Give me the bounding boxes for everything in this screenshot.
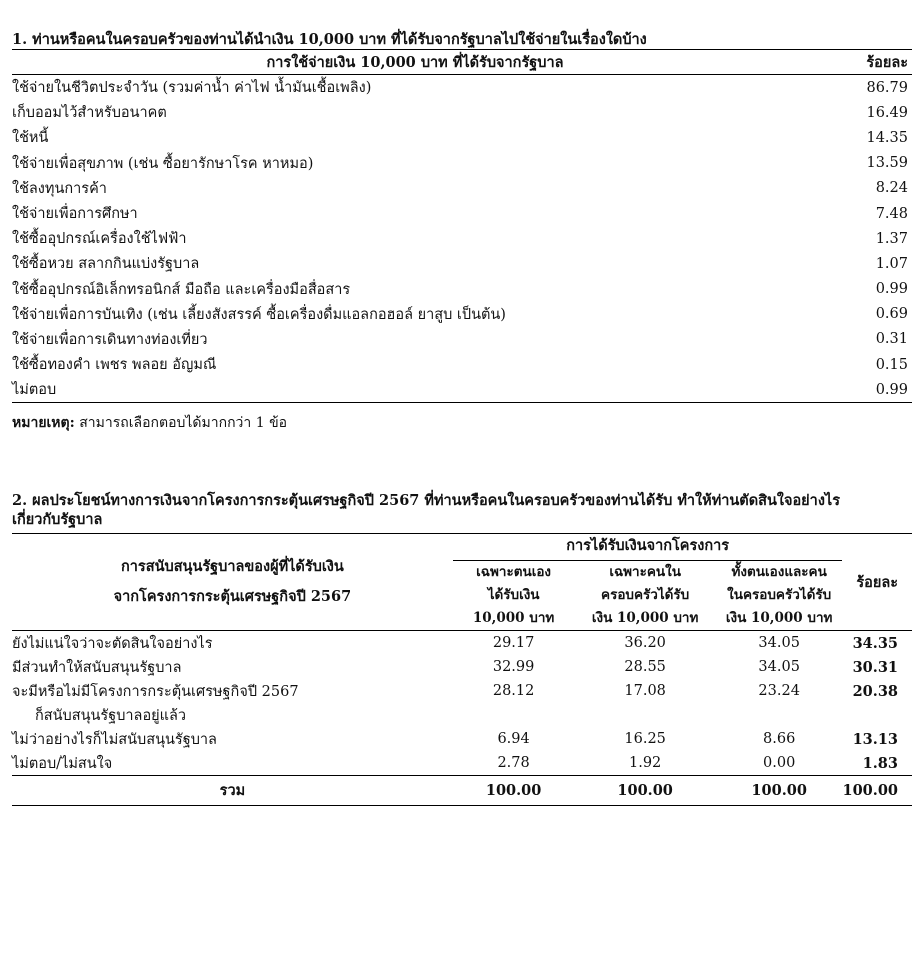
table-row [12,327,912,352]
row-label: ใช้จ่ายในชีวิตประจำวัน (รวมค่าน้ำ ค่าไฟ น้ำมันเชื้อเพลิง) [12,80,372,97]
row-pct: 14.35 [866,129,908,146]
q1-note [12,412,912,434]
row-pct: 0.69 [875,306,908,323]
q2-sub-family: เฉพาะคนใน ครอบครัวได้รับ เงิน 10,000 บาท [574,561,715,631]
row-self: 28.12 [492,683,535,700]
row-family: 28.55 [624,659,666,676]
table-row [12,226,912,251]
total-pct: 100.00 [842,782,898,800]
row-self: 2.78 [497,755,530,772]
row-both: 34.05 [758,659,800,676]
row-self: 29.17 [492,635,535,652]
table-row [12,251,912,276]
row-pct: 34.35 [852,634,898,652]
row-family: 36.20 [624,635,666,652]
row-label: เก็บออมไว้สำหรับอนาคต [12,105,167,122]
row-pct: 1.83 [862,754,898,772]
table-row [12,302,912,327]
row-family: 1.92 [629,755,662,772]
row-pct: 30.31 [852,658,898,676]
q1-table [12,50,912,402]
row-label: ใช้ลงทุนการค้า [12,180,107,197]
table-row [12,655,912,679]
q2-title-line2: เกี่ยวกับรัฐบาล [12,511,103,529]
row-both: 34.05 [758,635,800,652]
q2-section [12,491,912,806]
row-pct: 0.15 [875,356,908,373]
row-label: ใช้ซื้ออุปกรณ์เครื่องใช้ไฟฟ้า [12,231,187,248]
row-pct: 0.99 [875,381,908,398]
table-row [12,631,912,656]
table-row [12,125,912,150]
total-label: รวม [219,782,246,800]
row-label: ใช้ซื้อหวย สลากกินแบ่งรัฐบาล [12,256,200,273]
row-family: 16.25 [624,731,666,748]
row-self: 32.99 [492,659,535,676]
q2-title-line1: 2. ผลประโยชน์ทางการเงินจากโครงการกระตุ้นเศรษฐกิจปี 2567 ที่ท่านหรือคนในครอบครัวของท่านได้รับ ทำให้ท่านตัดสินใจอย่างไร [12,492,840,510]
row-label: มีส่วนทำให้สนับสนุนรัฐบาล [12,659,182,676]
row-both: 8.66 [763,731,796,748]
row-label: ไม่ตอบ [12,382,57,399]
row-pct: 7.48 [875,205,908,222]
table-row [12,679,912,703]
row-pct: 13.13 [852,730,898,748]
table-row [12,151,912,176]
row-label: ใช้จ่ายเพื่อการบันเทิง (เช่น เลี้ยงสังสรรค์ ซื้อเครื่องดื่มแอลกอฮอล์ ยาสูบ เป็นต้น) [12,306,506,323]
row-pct: 0.99 [875,281,908,298]
note-label: หมายเหตุ: [12,415,75,432]
row-label-continuation: ก็สนับสนุนรัฐบาลอยู่แล้ว [35,707,187,724]
row-label: ใช้ซื้ออุปกรณ์อิเล็กทรอนิกส์ มือถือ และเครื่องมือสื่อสาร [12,281,351,298]
q1-col-item: การใช้จ่ายเงิน 10,000 บาท ที่ได้รับจากรัฐบาล [266,53,564,71]
row-both: 23.24 [758,683,800,700]
table-row [12,352,912,377]
row-label: ไม่ตอบ/ไม่สนใจ [12,755,113,772]
row-both: 0.00 [763,755,796,772]
q1-bottom-rule [12,402,912,403]
row-self: 6.94 [497,731,530,748]
table-row-continuation [12,703,912,727]
row-label: ใช้จ่ายเพื่อการศึกษา [12,206,138,223]
q2-col-pct: ร้อยละ [842,534,912,631]
table-row [12,201,912,226]
row-pct: 0.31 [875,331,908,348]
table-row [12,75,912,100]
row-pct: 1.37 [875,230,908,247]
row-pct: 1.07 [875,255,908,272]
row-label: ใช้หนี้ [12,130,49,147]
q2-sub-both: ทั้งตนเองและคน ในครอบครัวได้รับ เงิน 10,000 บาท [716,561,843,631]
q1-header-row [12,50,912,75]
total-family: 100.00 [617,782,673,800]
total-self: 100.00 [485,782,542,800]
row-pct: 16.49 [866,104,908,121]
table-row [12,176,912,201]
note-text: สามารถเลือกตอบได้มากกว่า 1 ข้อ [74,415,288,432]
q1-title: 1. ท่านหรือคนในครอบครัวของท่านได้นำเงิน 10,000 บาท ที่ได้รับจากรัฐบาลไปใช้จ่ายในเรื่องใดบ้าง [12,31,647,48]
row-pct: 13.59 [866,155,908,172]
q2-group-header: การได้รับเงินจากโครงการ [453,534,843,561]
document-page [12,30,912,806]
total-both: 100.00 [751,782,807,800]
q2-col-item: การสนับสนุนรัฐบาลของผู้ที่ได้รับเงิน จากโครงการกระตุ้นเศรษฐกิจปี 2567 [12,534,453,631]
row-label: ใช้จ่ายเพื่อการเดินทางท่องเที่ยว [12,331,208,348]
row-label: จะมีหรือไม่มีโครงการกระตุ้นเศรษฐกิจปี 2567 [12,683,299,700]
row-family: 17.08 [624,683,666,700]
row-label: ใช้ซื้อทองคำ เพชร พลอย อัญมณี [12,357,217,374]
row-label: ยังไม่แน่ใจว่าจะตัดสินใจอย่างไร [12,635,213,652]
row-pct: 8.24 [875,180,908,197]
table-row [12,100,912,125]
q1-col-pct: ร้อยละ [866,53,908,71]
row-label: ใช้จ่ายเพื่อสุขภาพ (เช่น ซื้อยารักษาโรค หาหมอ) [12,155,314,172]
total-row [12,776,912,806]
q2-table [12,534,912,806]
table-row [12,751,912,776]
q2-sub-self: เฉพาะตนเอง ได้รับเงิน 10,000 บาท [453,561,575,631]
table-row [12,377,912,402]
table-row [12,727,912,751]
table-row [12,277,912,302]
row-pct: 86.79 [866,79,908,96]
row-label: ไม่ว่าอย่างไรก็ไม่สนับสนุนรัฐบาล [12,731,217,748]
row-pct: 20.38 [852,682,898,700]
